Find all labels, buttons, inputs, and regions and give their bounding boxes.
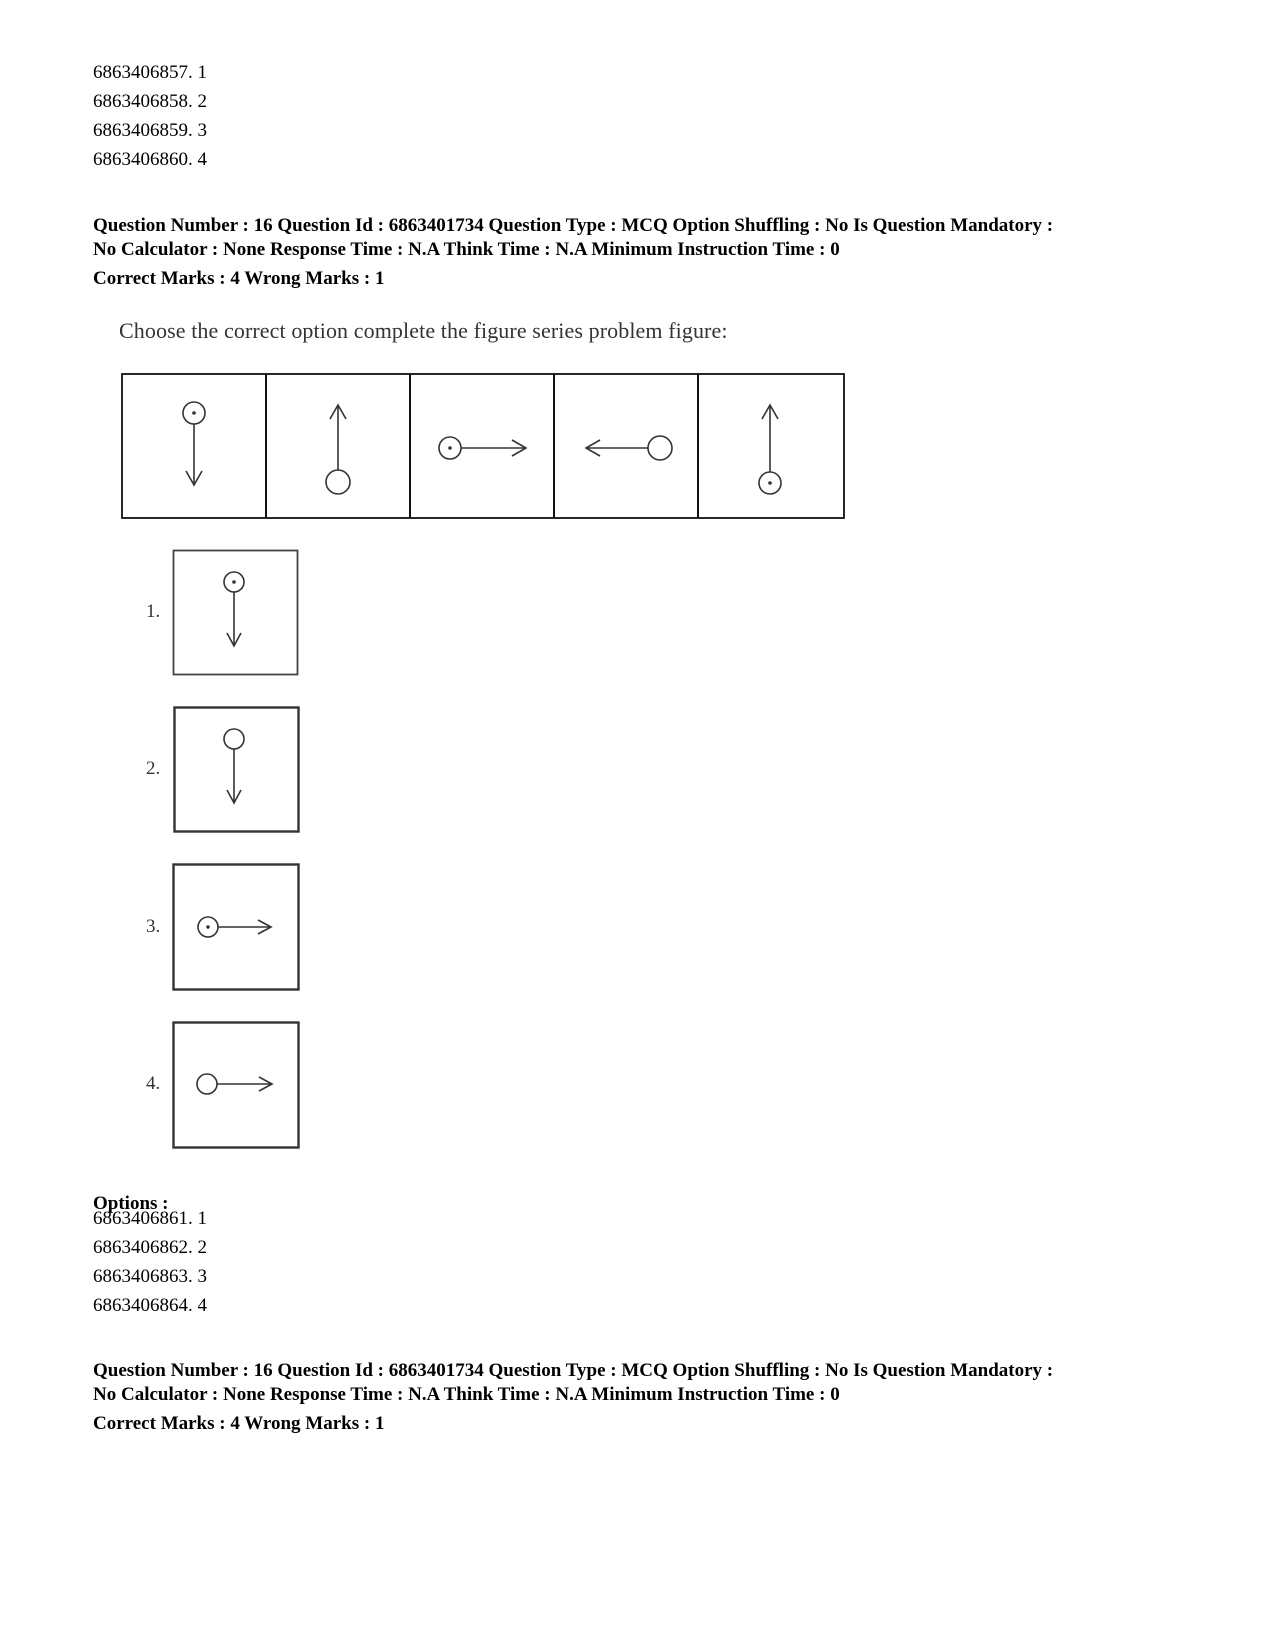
series-figure-4 <box>586 436 672 460</box>
option-2: 6863406862. 2 <box>93 1237 207 1258</box>
question-meta-line2: No Calculator : None Response Time : N.A Think Time : N.A Minimum Instruction Time : 0 <box>93 239 840 260</box>
next-question-meta-line1: Question Number : 16 Question Id : 6863401734 Question Type : MCQ Option Shuffling : No Is Question Mandatory : <box>93 1360 1054 1381</box>
next-question-meta-line2: No Calculator : None Response Time : N.A Think Time : N.A Minimum Instruction Time : 0 <box>93 1384 840 1405</box>
prev-option-2: 6863406858. 2 <box>93 91 207 112</box>
choice-label-2: 2. <box>146 758 161 779</box>
choice-label-4: 4. <box>146 1073 161 1094</box>
prev-option-1: 6863406857. 1 <box>93 62 207 83</box>
prev-option-3: 6863406859. 3 <box>93 120 207 141</box>
choice-label-3: 3. <box>146 916 161 937</box>
next-question-marks: Correct Marks : 4 Wrong Marks : 1 <box>93 1413 385 1434</box>
series-figure-3 <box>439 437 526 459</box>
option-3: 6863406863. 3 <box>93 1266 207 1287</box>
series-figure-5 <box>759 405 781 494</box>
choice-figure-2 <box>173 706 300 834</box>
series-figure-1 <box>183 402 205 485</box>
question-prompt: Choose the correct option complete the figure series problem figure: <box>119 318 728 343</box>
question-marks: Correct Marks : 4 Wrong Marks : 1 <box>93 268 385 289</box>
question-meta-line1: Question Number : 16 Question Id : 6863401734 Question Type : MCQ Option Shuffling : No Is Question Mandatory : <box>93 215 1054 236</box>
options-heading: Options : <box>93 1193 169 1214</box>
choice-figure-4 <box>172 1021 300 1149</box>
choice-label-1: 1. <box>146 601 161 622</box>
choice-figure-1 <box>172 549 299 677</box>
series-figure-2 <box>326 405 350 494</box>
choice-figure-3 <box>172 863 300 991</box>
problem-figure-series <box>120 372 848 520</box>
option-4: 6863406864. 4 <box>93 1295 207 1316</box>
prev-option-4: 6863406860. 4 <box>93 149 207 170</box>
option-1: 6863406861. 1 <box>93 1208 207 1229</box>
